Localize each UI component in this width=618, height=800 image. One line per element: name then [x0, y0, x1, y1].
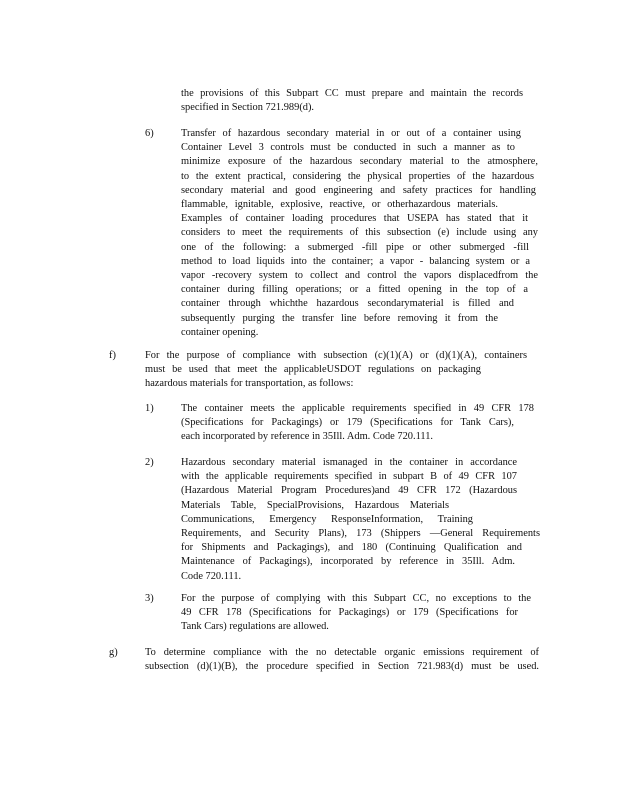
text-line: one of the following: a submerged -fill pipe or other submerged -fill	[181, 241, 529, 253]
paragraph-item-1	[181, 402, 534, 445]
text-line: for Shipments and Packagings), and 180 (Continuing Qualification and	[181, 542, 522, 554]
text-line: (Hazardous Material Program Procedures)and 49 CFR 172 (Hazardous	[181, 485, 517, 497]
text-line: Tank Cars) regulations are allowed.	[181, 621, 329, 633]
item-label-1: 1)	[145, 403, 154, 414]
text-line: flammable, ignitable, explosive, reactive, or otherhazardous materials.	[181, 199, 498, 211]
text-line: must be used that meet the applicableUSDOT regulations on packaging	[145, 364, 481, 376]
text-line: The container meets the applicable requirements specified in 49 CFR 178	[181, 403, 534, 414]
paragraph-continuation	[181, 87, 523, 115]
text-line: 49 CFR 178 (Specifications for Packagings) or 179 (Specifications for	[181, 607, 518, 619]
text-line: Requirements, and Security Plans), 173 (Shippers —General Requirements	[181, 528, 540, 540]
text-line: Hazardous secondary material ismanaged in the container in accordance	[181, 457, 517, 468]
text-line: specified in Section 721.989(d).	[181, 102, 315, 114]
paragraph-item-g	[145, 646, 539, 674]
text-line: Maintenance of Packagings), incorporated by reference in 35Ill. Adm.	[181, 556, 515, 568]
text-line: (Specifications for Packagings) or 179 (Specifications for Tank Cars),	[181, 417, 514, 429]
text-line: For the purpose of complying with this Subpart CC, no exceptions to the	[181, 593, 531, 604]
text-line: subsection (d)(1)(B), the procedure specified in Section 721.983(d) must be used.	[145, 661, 539, 673]
paragraph-item-6	[181, 127, 538, 340]
text-line: To determine compliance with the no detectable organic emissions requirement of	[145, 647, 539, 658]
text-line: Container Level 3 controls must be conducted in such a manner as to	[181, 142, 515, 154]
text-line: container opening.	[181, 326, 259, 338]
item-label-3: 3)	[145, 593, 154, 604]
text-line: secondary material and good engineering and safety practices for handling	[181, 184, 536, 196]
paragraph-item-3	[181, 592, 531, 635]
text-line: method to load liquids into the container; a vapor - balancing system or a	[181, 255, 530, 267]
text-line: container through whichthe hazardous secondarymaterial is filled and	[181, 298, 514, 310]
text-line: Examples of container loading procedures that USEPA has stated that it	[181, 213, 528, 225]
text-line: considers to meet the requirements of this subsection (e) include using any	[181, 227, 538, 239]
item-label-2: 2)	[145, 457, 154, 468]
text-line: vapor -recovery system to collect and control the vapors displacedfrom the	[181, 270, 538, 282]
text-line: Communications, Emergency ResponseInformation, Training	[181, 513, 473, 525]
text-line: to the extent practical, considering the physical properties of the hazardous	[181, 170, 534, 182]
text-line: subsequently purging the transfer line before removing it from the	[181, 312, 498, 324]
text-line: with the applicable requirements specified in subpart B of 49 CFR 107	[181, 471, 517, 483]
text-line: Materials Table, SpecialProvisions, Hazardous Materials	[181, 499, 449, 511]
text-line: Code 720.111.	[181, 570, 242, 582]
text-line: Transfer of hazardous secondary material in or out of a container using	[181, 128, 521, 139]
text-line: hazardous materials for transportation, as follows:	[145, 378, 354, 390]
text-line: each incorporated by reference in 35Ill. Adm. Code 720.111.	[181, 431, 433, 443]
paragraph-item-f	[145, 349, 527, 392]
text-line: minimize exposure of the hazardous secondary material to the atmosphere,	[181, 156, 538, 168]
item-label-6: 6)	[145, 128, 154, 139]
item-label-g: g)	[109, 647, 118, 658]
text-line: container during filling operations; or a fitted opening in the top of a	[181, 284, 528, 296]
text-line: the provisions of this Subpart CC must prepare and maintain the records	[181, 88, 523, 99]
text-line: For the purpose of compliance with subsection (c)(1)(A) or (d)(1)(A), containers	[145, 350, 527, 361]
paragraph-item-2	[181, 456, 540, 584]
item-label-f: f)	[109, 350, 116, 361]
